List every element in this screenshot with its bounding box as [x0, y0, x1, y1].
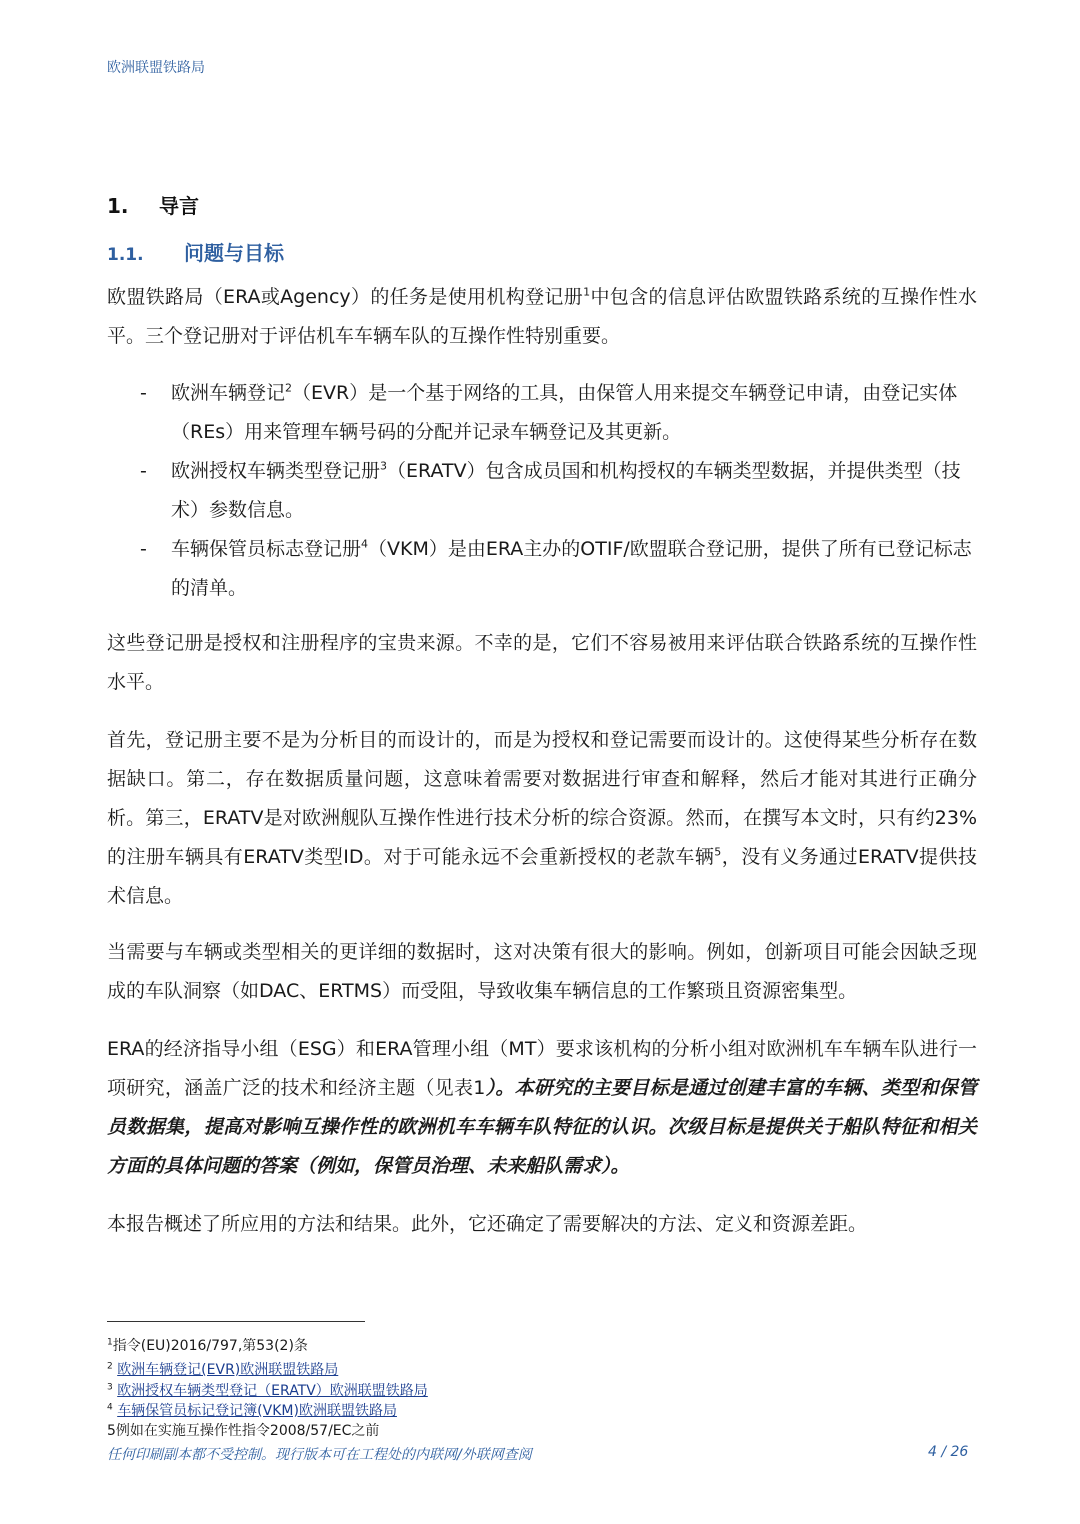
- paragraph-text: 欧盟铁路局（ERA或Agency）的任务是使用机构登记册: [107, 286, 584, 308]
- subsection-number: 1.1.: [107, 245, 144, 265]
- paragraph-intro: [107, 278, 977, 356]
- footnote-link-eratv[interactable]: 欧洲授权车辆类型登记（ERATV）欧洲联盟铁路局: [117, 1383, 428, 1399]
- section-title: 导言: [159, 194, 199, 218]
- footnote-link-evr[interactable]: 欧洲车辆登记(EVR)欧洲联盟铁路局: [117, 1362, 339, 1378]
- footer-disclaimer: 任何印刷副本都不受控制。现行版本可在工程处的内联网/外联网查阅: [107, 1447, 532, 1463]
- objective-emphasis: ）。本研究的主要目标是通过创建丰富的车辆、类型和保管员数据集，提高对影响互操作性的欧洲机车车辆车队特征的认识。次级目标是提供关于船队特征和相关方面的具体问题的答案（例如，保管员治理、未来船队需求）。: [107, 1077, 977, 1177]
- footnote-ref-5[interactable]: 5: [714, 845, 722, 859]
- footnote-number: 4: [107, 1402, 113, 1413]
- paragraph-text: ，没有义务通过ERATV提供技术信息。: [107, 846, 977, 907]
- footnote-number: 2: [107, 1361, 113, 1372]
- paragraph-sources: 这些登记册是授权和注册程序的宝贵来源。不幸的是，它们不容易被用来评估联合铁路系统的互操作性水平。: [107, 632, 977, 693]
- footnote-4: [107, 1401, 397, 1421]
- section-number: 1.: [107, 194, 129, 218]
- paragraph-impact: 当需要与车辆或类型相关的更详细的数据时，这对决策有很大的影响。例如，创新项目可能会因缺乏现成的车队洞察（如DAC、ERTMS）而受阻，导致收集车辆信息的工作繁琐且资源密集型。: [107, 941, 977, 1002]
- list-item-text: 车辆保管员标志登记册: [171, 538, 362, 560]
- subsection-heading: [107, 237, 284, 266]
- footnote-number: 3: [107, 1382, 113, 1393]
- paragraph-objectives: [107, 1030, 977, 1186]
- footnote-text: 指令(EU)2016/797,第53(2)条: [112, 1338, 308, 1354]
- footnote-2: [107, 1360, 338, 1380]
- running-header: 欧洲联盟铁路局: [107, 60, 205, 76]
- paragraph-summary: 本报告概述了所应用的方法和结果。此外，它还确定了需要解决的方法、定义和资源差距。: [107, 1213, 868, 1235]
- list-item-text: （EVR）是一个基于网络的工具，由保管人用来提交车辆登记申请，由登记实体（REs）用来管理车辆号码的分配并记录车辆登记及其更新。: [171, 382, 958, 443]
- list-item-text: （ERATV）包含成员国和机构授权的车辆类型数据，并提供类型（技术）参数信息。: [171, 460, 961, 521]
- list-item: [171, 530, 977, 608]
- footnote-ref-2[interactable]: 2: [285, 381, 293, 395]
- footnote-1: [107, 1336, 308, 1356]
- subsection-title: 问题与目标: [184, 241, 284, 265]
- paragraph-text: ERA的经济指导小组（ESG）和ERA管理小组（MT）要求该机构的分析小组对欧洲机车车辆车队进行一项研究，涵盖广泛的技术和经济主题（见表1: [107, 1038, 977, 1099]
- section-heading: [107, 190, 199, 219]
- list-item-text: 欧洲车辆登记: [171, 382, 286, 404]
- bullet-dash: -: [140, 460, 147, 482]
- paragraph-text: 首先，登记册主要不是为分析目的而设计的，而是为授权和登记需要而设计的。这使得某些分析存在数据缺口。第二，存在数据质量问题，这意味着需要对数据进行审查和解释，然后才能对其进行正确分析。第三，ERATV是对欧洲舰队互操作性进行技术分析的综合资源。然而，在撰写本文时，只有约23%的注册车辆具有ERATV类型ID。对于可能永远不会重新授权的老款车辆: [107, 729, 977, 868]
- footnote-ref-1[interactable]: 1: [583, 285, 591, 299]
- paragraph-text: 中包含的信息评估欧盟铁路系统的互操作性水平。三个登记册对于评估机车车辆车队的互操作性特别重要。: [107, 286, 977, 347]
- footnote-number: 1: [107, 1337, 113, 1348]
- page-number: 4 / 26: [928, 1444, 969, 1460]
- footnote-link-vkm[interactable]: 车辆保管员标记登记簿(VKM)欧洲联盟铁路局: [117, 1403, 397, 1419]
- footnote-5: 5例如在实施互操作性指令2008/57/EC之前: [107, 1423, 380, 1439]
- footnote-3: [107, 1381, 428, 1401]
- bullet-dash: -: [140, 538, 147, 560]
- paragraph-registers-issues: [107, 721, 977, 916]
- list-item-text: 欧洲授权车辆类型登记册: [171, 460, 381, 482]
- footnote-ref-3[interactable]: 3: [380, 459, 388, 473]
- footnote-ref-4[interactable]: 4: [361, 537, 369, 551]
- footnote-divider: [107, 1321, 365, 1322]
- bullet-dash: -: [140, 382, 147, 404]
- list-item: [171, 374, 977, 452]
- list-item-text: （VKM）是由ERA主办的OTIF/欧盟联合登记册，提供了所有已登记标志的清单。: [171, 538, 972, 599]
- list-item: [171, 452, 977, 530]
